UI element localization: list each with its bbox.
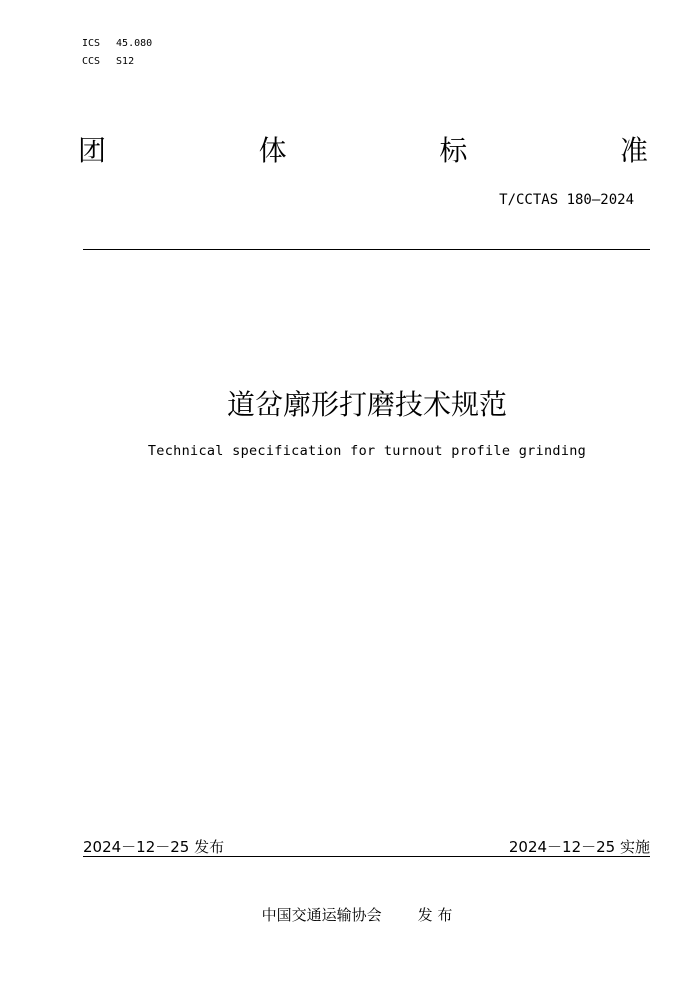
issue-date: 2024－12－25 发布 bbox=[83, 838, 225, 856]
header-divider bbox=[83, 249, 650, 250]
implementation-date: 2024－12－25 实施 bbox=[508, 838, 650, 856]
classification-codes bbox=[82, 35, 152, 71]
publisher-line bbox=[0, 904, 700, 925]
publisher-name: 中国交通运输协会 bbox=[261, 906, 382, 924]
standard-type-char: 体 bbox=[258, 134, 287, 167]
standard-number: T/CCTAS 180—2024 bbox=[499, 192, 634, 208]
publisher-action: 发 布 bbox=[417, 906, 453, 924]
document-title-cn: 道岔廓形打磨技术规范 bbox=[226, 388, 507, 421]
standard-type-char: 标 bbox=[439, 134, 468, 167]
footer-divider bbox=[83, 856, 650, 857]
ics-label: ICS bbox=[82, 38, 101, 49]
standard-type-char: 团 bbox=[78, 134, 107, 167]
ics-value: 45.080 bbox=[116, 38, 153, 49]
ccs-label: CCS bbox=[82, 56, 101, 67]
document-title-en: Technical specification for turnout profile grinding bbox=[147, 443, 587, 459]
ics-code bbox=[82, 35, 152, 53]
standard-type-heading bbox=[78, 133, 648, 169]
standard-type-char: 准 bbox=[619, 134, 648, 167]
ccs-code bbox=[82, 53, 152, 71]
ccs-value: S12 bbox=[116, 56, 135, 67]
